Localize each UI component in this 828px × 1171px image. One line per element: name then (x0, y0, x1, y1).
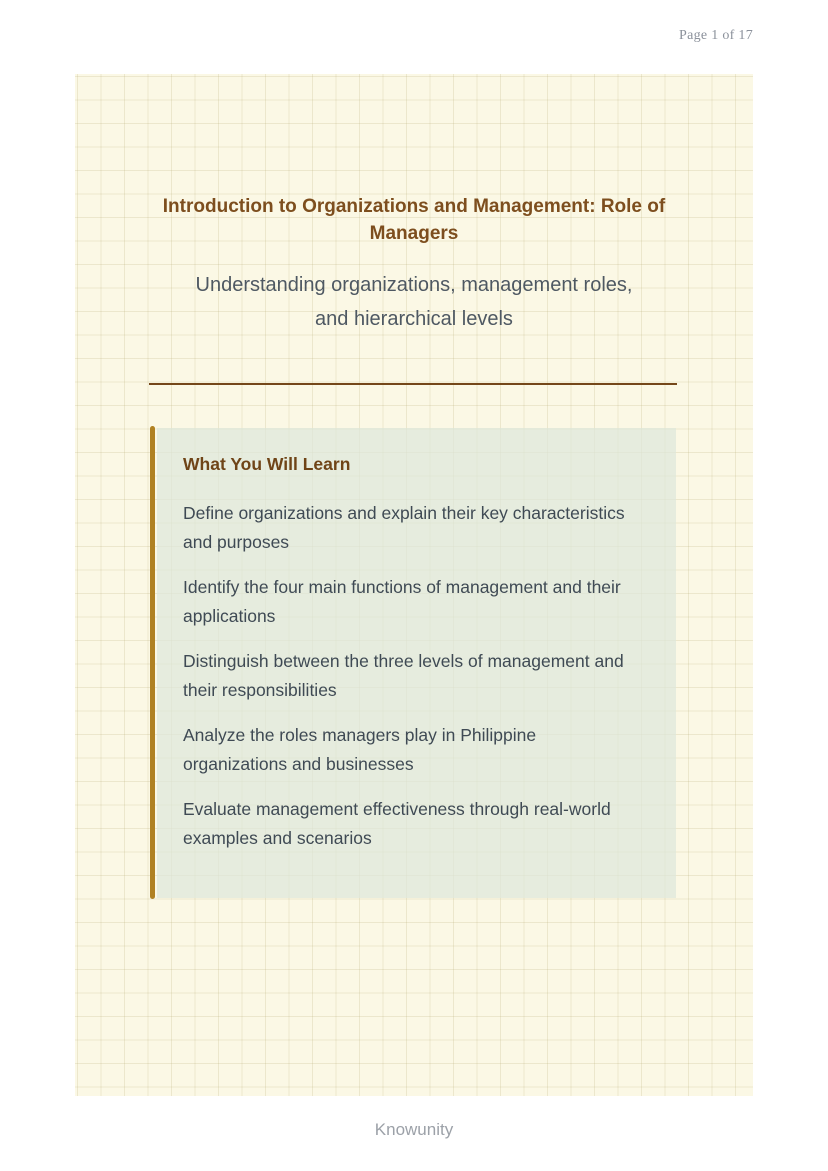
document-title: Introduction to Organizations and Management: Role of Managers (162, 195, 666, 244)
learning-objective-item: Evaluate management effectiveness through real-world examples and scenarios (183, 799, 611, 848)
learning-objective-item: Identify the four main functions of management and their applications (183, 577, 621, 626)
learning-objective-item: Define organizations and explain their key characteristics and purposes (183, 503, 625, 552)
accent-bar (150, 426, 155, 899)
learning-objectives-heading: What You Will Learn (183, 454, 351, 474)
page-indicator: Page 1 of 17 (679, 28, 753, 43)
notebook-paper (75, 74, 753, 1096)
document-subtitle: Understanding organizations, management roles, and hierarchical levels (195, 274, 633, 330)
learning-objective-item: Distinguish between the three levels of management and their responsibilities (183, 651, 624, 700)
footer-brand: Knowunity (374, 1120, 454, 1139)
learning-objectives-box (157, 428, 676, 898)
horizontal-divider (149, 383, 677, 385)
learning-objective-item: Analyze the roles managers play in Philippine organizations and businesses (183, 725, 537, 774)
